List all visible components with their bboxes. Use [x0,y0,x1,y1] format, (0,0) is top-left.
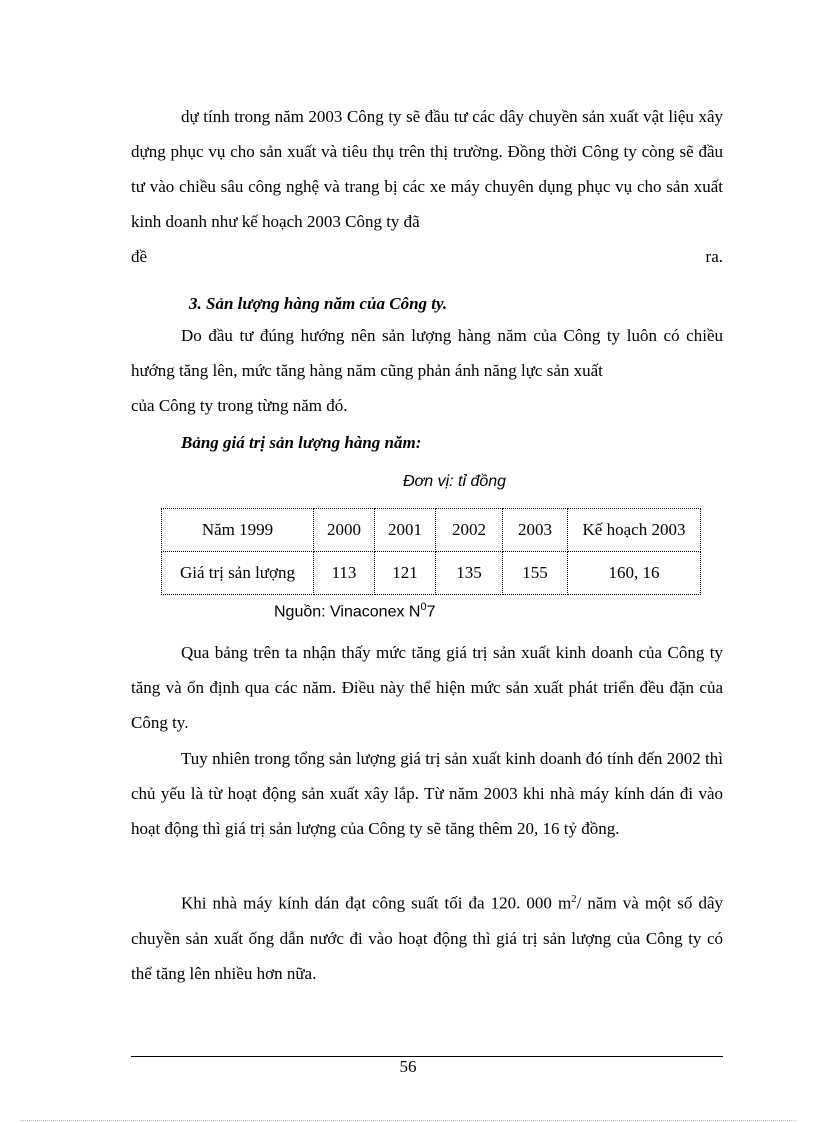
paragraph-table-analysis [131,635,723,740]
table-header-cell: Kế hoạch 2003 [568,509,701,552]
table-row [162,552,701,595]
paragraph-production-source-text: Tuy nhiên trong tổng sản lượng giá trị sản xuất kinh doanh đó tính đến 2002 thì chủ yếu là từ hoạt động sản xuất xây lắp. Từ năm 2003 khi nhà máy kính dán đi vào hoạt động thì giá trị sản lượng của Công ty sẽ tăng thêm 20, 16 tỷ đồng. [131,749,723,838]
table-source [274,601,436,621]
table-cell: Giá trị sản lượng [162,552,314,595]
paragraph-intro [131,99,723,239]
table-cell: 160, 16 [568,552,701,595]
table-header-row [162,509,701,552]
unit-label: Đơn vị: tỉ đồng [403,473,507,490]
paragraph-intro-tail-left: đề [131,247,148,266]
table-cell: 155 [503,552,568,595]
paragraph-table-analysis-text: Qua bảng trên ta nhận thấy mức tăng giá trị sản xuất kinh doanh của Công ty tăng và ổn định qua các năm. Điều này thể hiện mức sản xuất phát triển đều đặn của Công ty. [131,643,723,732]
paragraph-output-trend-text: Do đầu tư đúng hướng nên sản lượng hàng năm của Công ty luôn có chiều hướng tăng lên, mức tăng hàng năm cũng phản ánh năng lực sản xuất [131,326,723,380]
paragraph-intro-tail-right: ra. [705,247,723,266]
paragraph-output-trend [131,318,723,388]
paragraph-capacity-text-a: Khi nhà máy kính dán đạt công suất tối đa 120. 000 m [181,893,572,913]
table-source-text: Nguồn: Vinaconex N [274,603,421,621]
table-source-sup: 0 [420,601,427,613]
table-header-cell: Năm 1999 [162,509,314,552]
table-cell: 113 [314,552,375,595]
table-caption: Bảng giá trị sản lượng hàng năm: [181,433,422,452]
page-bottom-border [20,1120,796,1121]
table-cell: 135 [436,552,503,595]
output-value-table [161,508,701,595]
paragraph-intro-text: dự tính trong năm 2003 Công ty sẽ đầu tư các dây chuyền sản xuất vật liệu xây dựng phục vụ cho sản xuất và tiêu thụ trên thị trường. Đồng thời Công ty còng sẽ đầu tư vào chiều sâu công nghệ và trang bị các xe máy chuyên dụng phục vụ cho sản xuất kinh doanh như kế hoạch 2003 Công ty đã [131,107,723,231]
superscript-squared: 2 [571,893,577,905]
table-source-suffix: 7 [426,603,436,621]
paragraph-capacity-outlook [131,882,723,991]
table-header-cell: 2002 [436,509,503,552]
paragraph-intro-tail [131,239,723,274]
page-number: 56 [399,1057,417,1076]
paragraph-production-source [131,741,723,846]
table-header-cell: 2000 [314,509,375,552]
table-header-cell: 2001 [375,509,436,552]
paragraph-output-trend-cont: của Công ty trong từng năm đó. [131,396,348,415]
table-cell: 121 [375,552,436,595]
section-heading: 3. Sản lượng hàng năm của Công ty. [189,294,448,313]
paragraph-capacity-text-b: / năm và một số dây chuyền sản xuất ống dẫn nước đi vào hoạt động thì giá trị sản lượng của Công ty có thể tăng lên nhiều hơn nữa. [131,893,723,983]
table-header-cell: 2003 [503,509,568,552]
